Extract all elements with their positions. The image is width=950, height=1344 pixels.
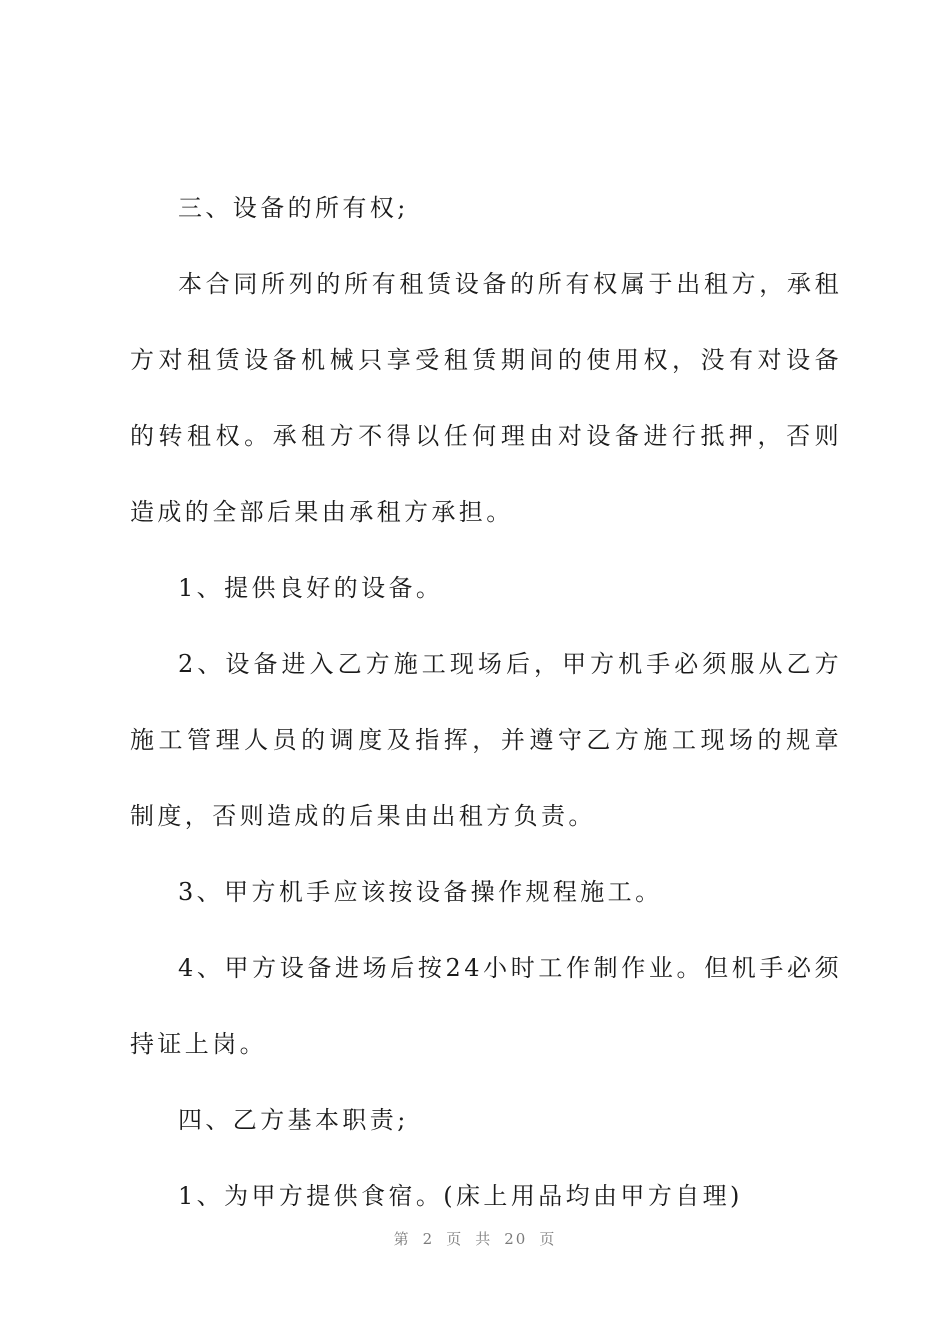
page-footer — [0, 1228, 950, 1249]
footer-gong: 共 — [475, 1230, 493, 1248]
section-heading-ownership: 三、设备的所有权; — [178, 194, 409, 222]
footer-current-page: 2 — [422, 1230, 435, 1248]
footer-total-pages: 20 — [504, 1230, 528, 1248]
list-item-2: 2、设备进入乙方施工现场后，甲方机手必须服从乙方施工管理人员的调度及指挥，并遵守乙方施工现场的规章制度，否则造成的后果由出租方负责。 — [130, 650, 842, 830]
footer-ye: 页 — [446, 1230, 464, 1248]
footer-di: 第 — [393, 1230, 411, 1248]
section-heading-duties: 四、乙方基本职责; — [178, 1106, 409, 1134]
document-body — [130, 170, 842, 1234]
list-item-4: 4、甲方设备进场后按24小时工作制作业。但机手必须持证上岗。 — [130, 954, 842, 1058]
footer-ye2: 页 — [539, 1230, 557, 1248]
list-item-duties-1: 1、为甲方提供食宿。(床上用品均由甲方自理) — [178, 1182, 743, 1210]
list-item-1: 1、提供良好的设备。 — [178, 574, 444, 602]
paragraph-ownership: 本合同所列的所有租赁设备的所有权属于出租方，承租方对租赁设备机械只享受租赁期间的使用权，没有对设备的转租权。承租方不得以任何理由对设备进行抵押，否则造成的全部后果由承租方承担。 — [130, 270, 842, 526]
list-item-3: 3、甲方机手应该按设备操作规程施工。 — [178, 878, 663, 906]
